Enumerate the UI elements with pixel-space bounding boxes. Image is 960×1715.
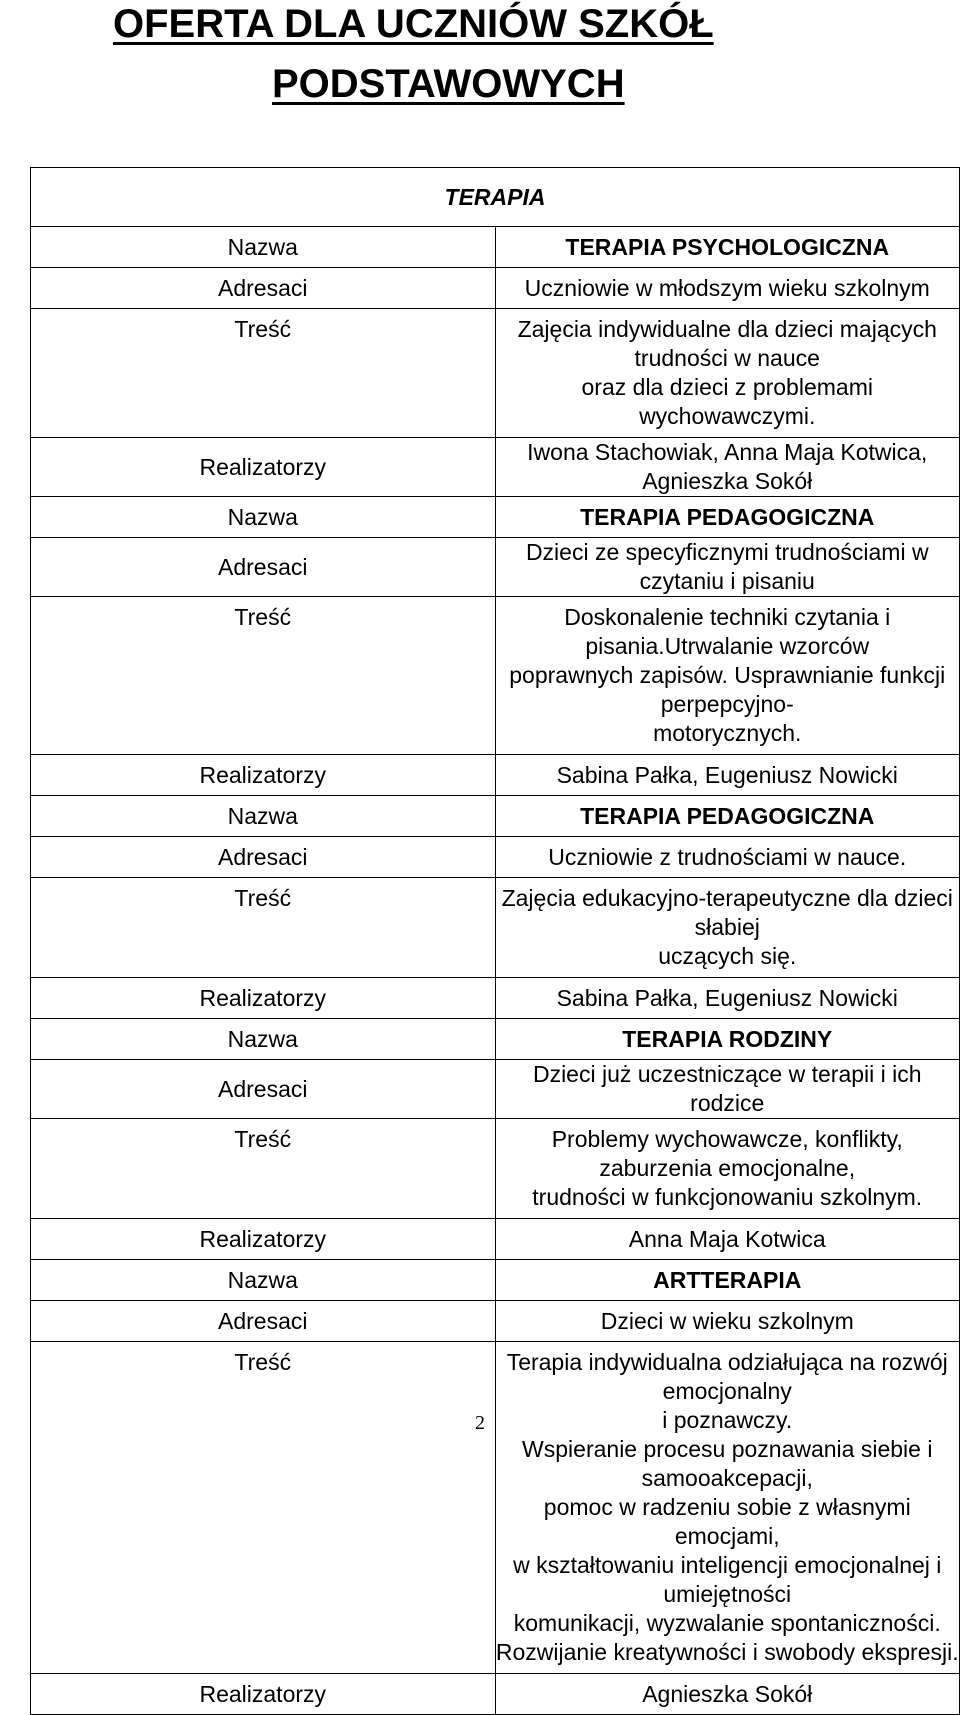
- program-content-row: [31, 1342, 960, 1674]
- page-number: 2: [475, 1412, 485, 1434]
- row-label-content: Treść: [31, 1342, 496, 1674]
- program-addressees: Dzieci w wieku szkolnym: [495, 1301, 960, 1342]
- content-line: pomoc w radzeniu sobie z własnymi emocjami,: [543, 1494, 911, 1549]
- section-title: TERAPIA: [31, 168, 960, 227]
- program-content: [495, 309, 960, 438]
- content-line: uczących się.: [658, 943, 797, 969]
- content-line: poprawnych zapisów. Usprawnianie funkcji perpepcyjno-: [509, 662, 946, 717]
- program-content: [495, 597, 960, 755]
- program-content: [495, 878, 960, 978]
- section-header-row: [31, 168, 960, 227]
- row-label-name: Nazwa: [31, 1019, 496, 1060]
- content-line: Wspieranie procesu poznawania siebie i samooakcepacji,: [522, 1436, 933, 1491]
- row-label-providers: Realizatorzy: [31, 755, 496, 796]
- row-label-providers: Realizatorzy: [31, 438, 496, 497]
- program-name-row: [31, 796, 960, 837]
- program-name-row: [31, 1260, 960, 1301]
- row-label-content: Treść: [31, 878, 496, 978]
- content-line: komunikacji, wyzwalanie spontaniczności.: [513, 1610, 941, 1636]
- program-name-row: [31, 497, 960, 538]
- row-label-name: Nazwa: [31, 1260, 496, 1301]
- program-addressees-row: [31, 538, 960, 597]
- content-line: Doskonalenie techniki czytania i pisania.Utrwalanie wzorców: [564, 604, 891, 659]
- program-providers-row: [31, 978, 960, 1019]
- row-label-content: Treść: [31, 309, 496, 438]
- content-line: Zajęcia indywidualne dla dzieci mających trudności w nauce: [517, 316, 937, 371]
- program-name-row: [31, 227, 960, 268]
- program-addressees-row: [31, 1060, 960, 1119]
- program-addressees: Dzieci już uczestniczące w terapii i ich rodzice: [495, 1060, 960, 1119]
- program-addressees: Uczniowie w młodszym wieku szkolnym: [495, 268, 960, 309]
- program-providers: Agnieszka Sokół: [495, 1674, 960, 1715]
- program-providers: Sabina Pałka, Eugeniusz Nowicki: [495, 755, 960, 796]
- title-line-2: PODSTAWOWYCH: [272, 62, 625, 106]
- row-label-providers: Realizatorzy: [31, 978, 496, 1019]
- row-label-providers: Realizatorzy: [31, 1219, 496, 1260]
- program-providers-row: [31, 1219, 960, 1260]
- content-line: i poznawczy.: [662, 1407, 793, 1433]
- content-line: Terapia indywidualna odziałująca na rozwój emocjonalny: [506, 1349, 948, 1404]
- row-label-name: Nazwa: [31, 227, 496, 268]
- offer-table: [30, 167, 960, 1715]
- row-label-addressees: Adresaci: [31, 1060, 496, 1119]
- program-providers: Iwona Stachowiak, Anna Maja Kotwica, Agnieszka Sokół: [495, 438, 960, 497]
- row-label-content: Treść: [31, 597, 496, 755]
- content-line: motorycznych.: [653, 720, 802, 746]
- program-content: [495, 1119, 960, 1219]
- program-providers: Anna Maja Kotwica: [495, 1219, 960, 1260]
- program-name: TERAPIA PSYCHOLOGICZNA: [495, 227, 960, 268]
- row-label-addressees: Adresaci: [31, 268, 496, 309]
- content-line: w kształtowaniu inteligencji emocjonalnej i umiejętności: [513, 1552, 942, 1607]
- program-name-row: [31, 1019, 960, 1060]
- content-line: trudności w funkcjonowaniu szkolnym.: [532, 1184, 923, 1210]
- program-name: TERAPIA RODZINY: [495, 1019, 960, 1060]
- content-line: Zajęcia edukacyjno-terapeutyczne dla dzieci słabiej: [501, 885, 953, 940]
- program-providers-row: [31, 1674, 960, 1715]
- row-label-content: Treść: [31, 1119, 496, 1219]
- program-addressees-row: [31, 268, 960, 309]
- program-content-row: [31, 309, 960, 438]
- program-addressees-row: [31, 1301, 960, 1342]
- row-label-addressees: Adresaci: [31, 837, 496, 878]
- program-addressees-row: [31, 837, 960, 878]
- program-content-row: [31, 597, 960, 755]
- program-content-row: [31, 1119, 960, 1219]
- program-addressees: Uczniowie z trudnościami w nauce.: [495, 837, 960, 878]
- row-label-name: Nazwa: [31, 796, 496, 837]
- content-line: oraz dla dzieci z problemami wychowawczymi.: [581, 374, 873, 429]
- program-name: TERAPIA PEDAGOGICZNA: [495, 796, 960, 837]
- row-label-providers: Realizatorzy: [31, 1674, 496, 1715]
- program-providers-row: [31, 438, 960, 497]
- row-label-name: Nazwa: [31, 497, 496, 538]
- program-content: [495, 1342, 960, 1674]
- content-line: Problemy wychowawcze, konflikty, zaburzenia emocjonalne,: [551, 1126, 903, 1181]
- program-name: ARTTERAPIA: [495, 1260, 960, 1301]
- title-line-1: OFERTA DLA UCZNIÓW SZKÓŁ: [113, 2, 714, 46]
- program-addressees: Dzieci ze specyficznymi trudnościami w czytaniu i pisaniu: [495, 538, 960, 597]
- program-providers: Sabina Pałka, Eugeniusz Nowicki: [495, 978, 960, 1019]
- program-providers-row: [31, 755, 960, 796]
- content-line: Rozwijanie kreatywności i swobody ekspresji.: [495, 1639, 959, 1665]
- row-label-addressees: Adresaci: [31, 538, 496, 597]
- program-content-row: [31, 878, 960, 978]
- program-name: TERAPIA PEDAGOGICZNA: [495, 497, 960, 538]
- row-label-addressees: Adresaci: [31, 1301, 496, 1342]
